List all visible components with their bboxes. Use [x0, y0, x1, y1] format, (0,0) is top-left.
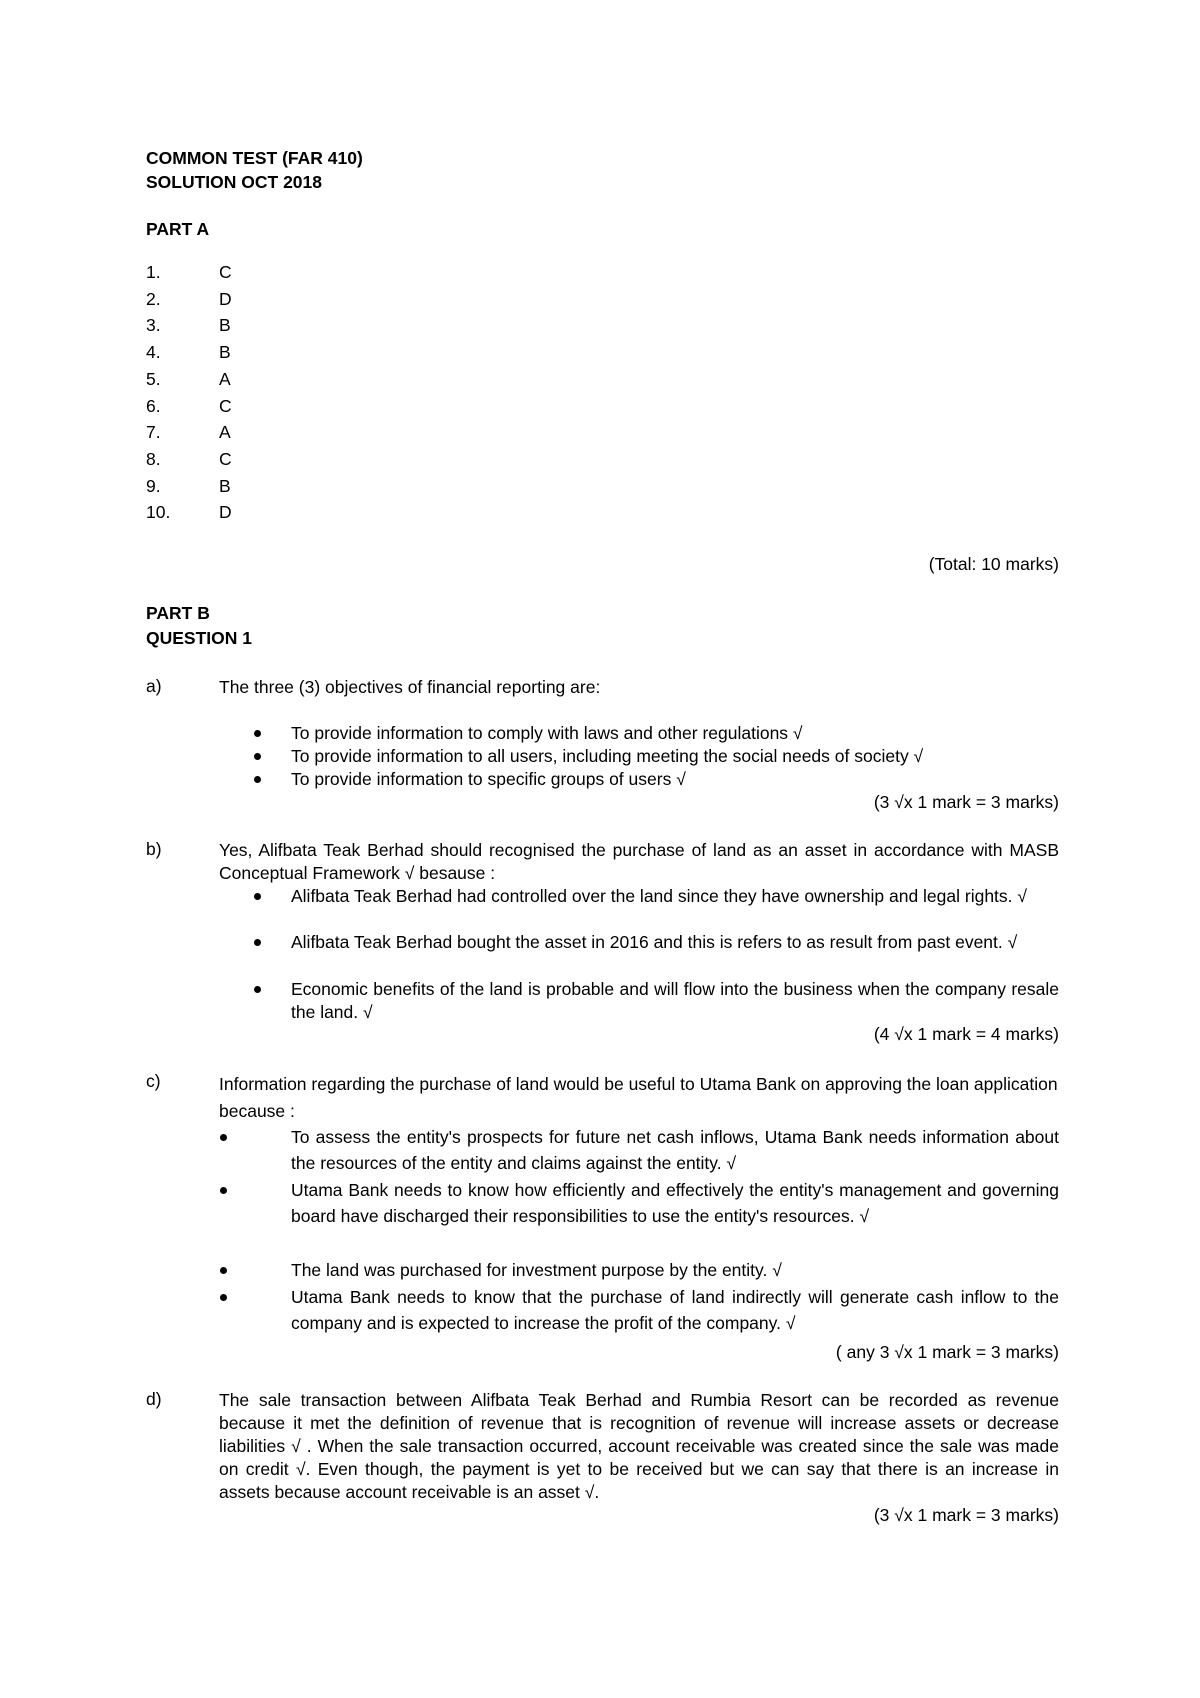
document-title: COMMON TEST (FAR 410)	[146, 148, 363, 168]
question-number: 9.	[146, 476, 161, 496]
bullet-icon	[220, 1134, 227, 1141]
bullet-icon	[254, 893, 261, 900]
answer-row	[146, 396, 446, 420]
question-number: 8.	[146, 449, 161, 469]
document-subtitle: SOLUTION OCT 2018	[146, 172, 323, 192]
question-d-label: d)	[146, 1389, 162, 1409]
question-b-label: b)	[146, 839, 162, 859]
question-c-marks: ( any 3 √x 1 mark = 3 marks)	[835, 1342, 1059, 1362]
answer-letter: B	[219, 342, 231, 362]
question-number: 10.	[146, 502, 171, 522]
bullet-icon	[254, 753, 261, 760]
question-number: 3.	[146, 315, 161, 335]
answer-letter: B	[219, 476, 231, 496]
answer-letter: C	[219, 449, 232, 469]
answer-letter: C	[219, 262, 232, 282]
question-number: 1.	[146, 262, 161, 282]
answer-letter: D	[219, 289, 232, 309]
part-a-heading: PART A	[146, 219, 210, 239]
question-heading: QUESTION 1	[146, 628, 252, 648]
answer-row	[146, 315, 446, 339]
question-b-marks: (4 √x 1 mark = 4 marks)	[873, 1024, 1059, 1044]
question-number: 4.	[146, 342, 161, 362]
question-a-marks: (3 √x 1 mark = 3 marks)	[873, 792, 1059, 812]
question-c-label: c)	[146, 1071, 161, 1091]
question-d-body: The sale transaction between Alifbata Teak Berhad and Rumbia Resort can be recorded as revenue because it met the definition of revenue that is recognition of revenue will increase assets or decrease liabilities √ . When the sale transaction occurred, account receivable was created since the sale was made on credit √. Even though, the payment is yet to be received but we can say that there is an increase in assets because account receivable is an asset √.	[219, 1390, 1059, 1502]
answer-row	[146, 262, 446, 286]
question-number: 7.	[146, 422, 161, 442]
answer-row	[146, 289, 446, 313]
answer-letter: B	[219, 315, 231, 335]
question-a-label: a)	[146, 676, 162, 696]
question-number: 2.	[146, 289, 161, 309]
answer-row	[146, 476, 446, 500]
part-a-total: (Total: 10 marks)	[928, 554, 1059, 574]
question-number: 5.	[146, 369, 161, 389]
bullet-icon	[254, 986, 261, 993]
question-c-intro: Information regarding the purchase of land would be useful to Utama Bank on approving the loan application because :	[219, 1074, 1058, 1121]
bullet-icon	[220, 1187, 227, 1194]
answer-row	[146, 342, 446, 366]
bullet-icon	[254, 939, 261, 946]
question-d-marks: (3 √x 1 mark = 3 marks)	[873, 1505, 1059, 1525]
question-number: 6.	[146, 396, 161, 416]
question-a-intro: The three (3) objectives of financial reporting are:	[219, 677, 601, 697]
part-b-heading: PART B	[146, 603, 210, 623]
bullet-icon	[254, 776, 261, 783]
answer-letter: D	[219, 502, 232, 522]
answer-letter: A	[219, 422, 231, 442]
answer-row	[146, 449, 446, 473]
answer-letter: C	[219, 396, 232, 416]
bullet-icon	[220, 1267, 227, 1274]
answer-row	[146, 502, 446, 526]
document-page: COMMON TEST (FAR 410) SOLUTION OCT 2018 PART A 1. C 2. D 3. B 4. B 5. A 6. C 7. A 8. C 9. B 10. D (Total: 10 marks) PART B QUESTION 1 a) The three (3) objectives of financial reporting are: To provide information to comply with laws and other regulations √ To provide information to all users, including meeting the social needs of society √ To provide information to specific groups of users √ (3 √x 1 mark = 3 marks) b) Yes, Alifbata Teak Berhad should recognised the purchase of land as an asset in accordance with MASB Conceptual Framework √ besause : Alifbata Teak Berhad had controlled over the land since they have ownership and legal rights. √ Alifbata Teak Berhad bought the asset in 2016 and this is refers to as result from past event. √ Economic benefits of the land is probable and will flow into the business when the company resale the land. √ (4 √x 1 mark = 4 marks) c) Information regarding the purchase of land would be useful to Utama Bank on approving the loan application because : To assess the entity's prospects for future net cash inflows, Utama Bank needs information about the resources of the entity and claims against the entity. √ Utama Bank needs to know how efficiently and effectively the entity's management and governing board have discharged their responsibilities to use the entity's resources. √ The land was purchased for investment purpose by the entity. √ Utama Bank needs to know that the purchase of land indirectly will generate cash inflow to the company and is expected to increase the profit of the company. √ ( any 3 √x 1 mark = 3 marks) d) The sale transaction between Alifbata Teak Berhad and Rumbia Resort can be recorded as revenue because it met the definition of revenue that is recognition of revenue will increase assets or decrease liabilities √ . When the sale transaction occurred, account receivable was created since the sale was made on credit √. Even though, the payment is yet to be received but we can say that there is an increase in assets because account receivable is an asset √. (3 √x 1 mark = 3 marks)	[146, 148, 1059, 1525]
answer-row	[146, 422, 446, 446]
answer-letter: A	[219, 369, 231, 389]
bullet-icon	[220, 1294, 227, 1301]
answer-row	[146, 369, 446, 393]
bullet-icon	[254, 730, 261, 737]
question-b-intro: Yes, Alifbata Teak Berhad should recognised the purchase of land as an asset in accordance with MASB Conceptual Framework √ besause :	[219, 840, 1059, 883]
